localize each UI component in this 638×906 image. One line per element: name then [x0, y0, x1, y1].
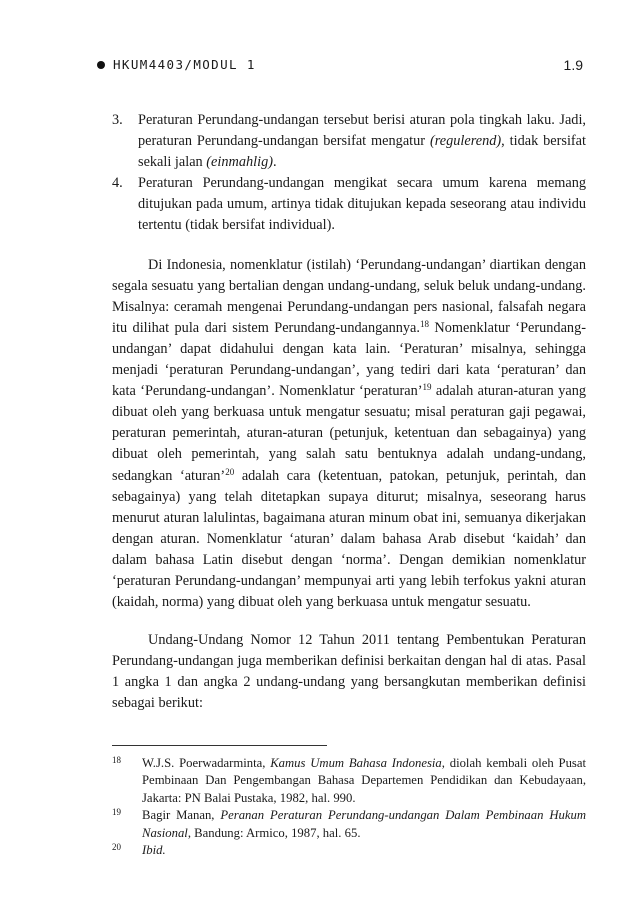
- paragraph-text: adalah aturan-aturan yang dibuat oleh yang berkuasa untuk mengatur sesuatu; misal peraturan gaji pegawai, peraturan pemerintah, aturan-aturan (petunjuk, ketentuan dan sebagainya) yang dibuat oleh pemerintah, yang salah satu bentuknya adalah undang-undang, sedangkan ‘aturan’: [112, 383, 586, 484]
- page-header: [97, 57, 587, 77]
- list-item-4: [112, 173, 586, 236]
- footnote-19: [112, 807, 586, 842]
- footnote-text: W.J.S. Poerwadarminta,: [142, 756, 271, 770]
- list-item-3: [112, 110, 586, 173]
- list-text: .: [272, 154, 277, 171]
- footnote-ref-18[interactable]: 18: [419, 318, 429, 329]
- footnote-text: , diolah kembali oleh Pusat Pembinaan Dan Pengembangan Bahasa Departemen Pendidikan dan Kebudayaan, Jakarta: PN Balai Pustaka, 1982, hal. 990.: [142, 756, 587, 805]
- footnotes: [112, 755, 586, 859]
- footnote-text: , Bandung: Armico, 1987, hal. 65.: [187, 825, 361, 840]
- page-number: 1.9: [563, 57, 583, 73]
- footnote-title: Kamus Umum Bahasa Indonesia: [270, 756, 442, 770]
- paragraph-undang-undang: Undang-Undang Nomor 12 Tahun 2011 tentang Pembentukan Peraturan Perundang-undangan juga memberikan definisi berkaitan dengan hal di atas. Pasal 1 angka 1 dan angka 2 undang-undang yang bersangkutan memberikan definisi sebagai berikut:: [112, 632, 586, 712]
- list-italic-term: (regulerend): [429, 133, 502, 150]
- list-text: Peraturan Perundang-undangan mengikat secara umum karena memang ditujukan pada umum, artinya tidak ditujukan kepada seseorang atau individu tertentu (tidak bersifat individual).: [138, 175, 586, 234]
- footnote-number: 20: [112, 842, 121, 853]
- footnote-18: [112, 755, 586, 807]
- bullet-icon: [97, 61, 105, 69]
- paragraph-text: adalah cara (ketentuan, patokan, petunjuk, perintah, dan sebagainya) yang telah ditetapkan supaya diturut; misalnya, seseorang harus menurut aturan lalulintas, bagaimana aturan minum obat ini, semuanya dikerjakan dengan aturan. Nomenklatur ‘aturan’ dalam bahasa Arab disebut ‘kaidah’ dan dalam bahasa Latin disebut dengan ‘norma’. Dengan demikian nomenklatur ‘peraturan Perundang-undangan’ mempunyai arti yang lebih terfokus yakni aturan (kaidah, norma) yang dibuat oleh yang berkuasa untuk mengatur sesuatu.: [112, 467, 586, 611]
- paragraph-text: Nomenklatur ‘Perundang-undangan’ dapat didahului dengan kata lain. ‘Peraturan’ misalnya, sehingga menjadi ‘peraturan Perundang-undangan’, yang tediri dari kata ‘peraturan’ dan kata ‘Perundang-undangan’. Nomenklatur ‘peraturan’: [112, 319, 586, 400]
- paragraph-text: Di Indonesia, nomenklatur (istilah) ‘Perundang-undangan’ diartikan dengan segala sesuatu yang bertalian dengan undang-undang, seluk beluk undang-undang. Misalnya: ceramah mengenai Perundang-undangan pers nasional, falsafah negara itu dilihat pula dari sistem Perundang-undangannya.: [112, 256, 586, 336]
- list-text: Peraturan Perundang-undangan tersebut berisi aturan pola tingkah laku. Jadi, peraturan Perundang-undangan bersifat mengatur: [138, 112, 586, 150]
- main-body: [112, 110, 586, 715]
- footnote-ref-19[interactable]: 19: [422, 382, 432, 393]
- course-module-label: HKUM4403/MODUL 1: [113, 57, 256, 72]
- footnote-number: 18: [112, 755, 121, 765]
- footnote-number: 19: [112, 807, 121, 818]
- list-text: , tidak bersifat sekali jalan: [138, 133, 586, 171]
- footnote-title: Peranan Peraturan Perundang-undangan Dalam Pembinaan Hukum Nasional: [142, 808, 586, 840]
- footnote-20: [112, 842, 586, 859]
- footnote-title: Ibid.: [142, 843, 166, 858]
- list-number: 3.: [112, 112, 123, 128]
- footnote-text: Bagir Manan,: [142, 808, 221, 823]
- footnote-divider: [112, 745, 327, 746]
- list-italic-term: (einmahlig): [206, 154, 273, 171]
- footnote-ref-20[interactable]: 20: [225, 466, 235, 477]
- list-number: 4.: [112, 175, 123, 192]
- paragraph-nomenklatur: [112, 255, 586, 614]
